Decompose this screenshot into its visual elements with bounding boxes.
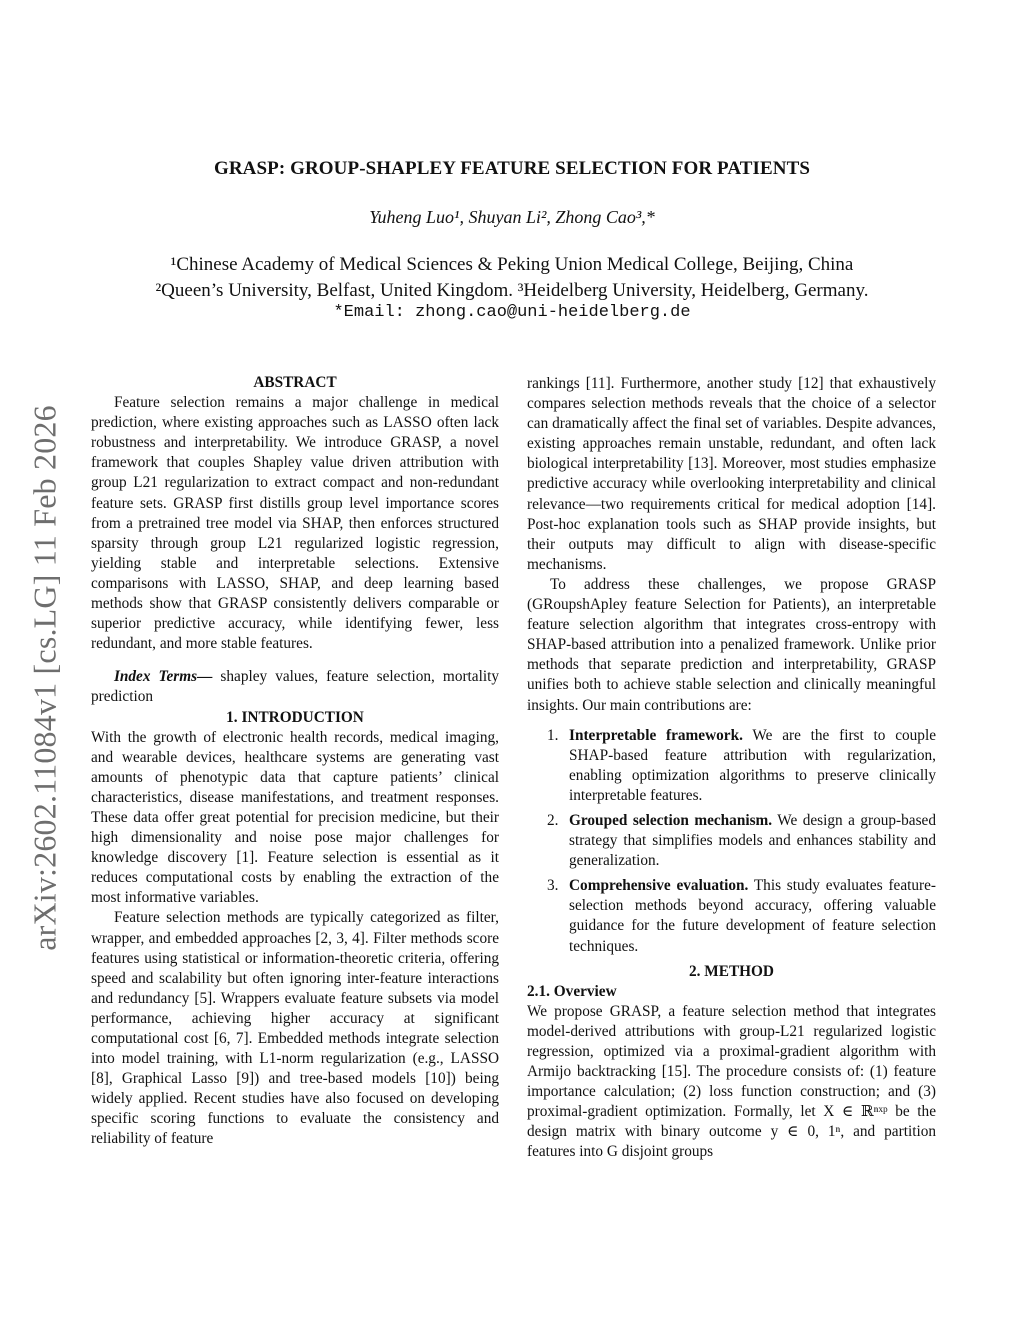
contribution-item: [527, 876, 936, 956]
paper-authors: Yuheng Luo¹, Shuyan Li², Zhong Cao³,*: [369, 207, 655, 227]
contribution-text: We design a group-based strategy that simplifies models and enhances stability and generalization.: [569, 811, 936, 870]
arxiv-identifier: arXiv:2602.11084v1 [cs.LG] 11 Feb 2026: [26, 405, 63, 951]
affiliation-1: ¹Chinese Academy of Medical Sciences & Peking Union Medical College, Beijing, China: [170, 254, 854, 275]
introduction-paragraph-2: Feature selection methods are typically categorized as filter, wrapper, and embedded approaches [2, 3, 4]. Filter methods score features using statistical or information-theoretic criteria, offering speed and scalability but often ignoring inter-feature interactions and redundancy [5]. Wrappers evaluate feature subsets via model performance, achieving higher accuracy at significant computational cost [6, 7]. Embedded methods integrate selection into model training, with L1-norm regularization (e.g., LASSO [8], Graphical Lasso [9]) and tree-based models [10]) being widely applied. Recent studies have also focused on developing specific scoring functions to evaluate the consistency and reliability of feature: [91, 909, 499, 1148]
contribution-number: 2.: [547, 811, 559, 829]
index-terms: [91, 667, 499, 707]
introduction-heading: 1. INTRODUCTION: [226, 708, 364, 726]
contribution-text: We are the first to couple SHAP-based feature attribution with regularization, enabling optimization algorithms to preserve clinically interpretable features.: [569, 726, 936, 804]
introduction-paragraph-1: With the growth of electronic health records, medical imaging, and wearable devices, healthcare systems are generating vast amounts of phenotypic data that capture patients’ clinical characteristics, disease manifestations, and treatment responses. These data offer great potential for precision medicine, but their high dimensionality and noise pose major challenges for knowledge discovery [1]. Feature selection is essential as it reduces computational costs by enabling the extraction of the most informative variables.: [91, 728, 499, 907]
method-paragraph-1: We propose GRASP, a feature selection method that integrates model-derived attributions with group-L21 regularized logistic regression, optimized via a proximal-gradient algorithm with Armijo backtracking [15]. The procedure consists of: (1) feature importance calculation; (2) loss function construction; and (3) proximal-gradient optimization. Formally, let X ∈ ℝⁿˣᵖ be the design matrix with binary outcome y ∈ 0, 1ⁿ, and partition features into G disjoint groups: [527, 1002, 936, 1161]
paper-title: GRASP: GROUP-SHAPLEY FEATURE SELECTION FOR PATIENTS: [213, 158, 811, 179]
introduction-paragraph-4: To address these challenges, we propose GRASP (GRoupshApley feature Selection for Patients), an interpretable feature selection algorithm that integrates cross-entropy with SHAP-based attribution into a penalized framework. Unlike prior methods that separate prediction and interpretability, GRASP unifies both to achieve stable selection and clinically meaningful insights. Our main contributions are:: [527, 575, 936, 714]
abstract-text: Feature selection remains a major challenge in medical prediction, where existing approaches such as LASSO often lack robustness and interpretability. We introduce GRASP, a novel framework that couples Shapley value driven attribution with group L21 regularization to extract compact and non-redundant feature sets. GRASP first distills group level importance scores from a pretrained tree model via SHAP, then enforces structured sparsity through group L21 regularized logistic regression, yielding stable and interpretable selections. Extensive comparisons with LASSO, SHAP, and deep learning based methods show that GRASP consistently delivers comparable or superior predictive accuracy, while identifying fewer, less redundant, and more stable features.: [91, 394, 499, 653]
arxiv-sidebar: [22, 368, 68, 988]
left-column: [91, 373, 499, 1150]
contribution-title: Grouped selection mechanism.: [569, 811, 773, 829]
introduction-paragraph-3: rankings [11]. Furthermore, another study [12] that exhaustively compares selection methods reveals that the choice of a selector can dramatically affect the final set of variables. Despite advances, existing approaches remain unstable, redundant, and often lack biological interpretability [13]. Moreover, most studies emphasize predictive accuracy while overlooking interpretability and clinical relevance—two requirements critical for medical adoption [14]. Post-hoc explanation tools such as SHAP provide insights, but their outputs may difficult to align with disease-specific mechanisms.: [527, 375, 936, 573]
contributions-list: [527, 726, 936, 957]
method-heading: 2. METHOD: [689, 962, 774, 980]
contribution-number: 1.: [547, 726, 559, 744]
contact-email: *Email: zhong.cao@uni-heidelberg.de: [333, 303, 691, 322]
overview-subheading: 2.1. Overview: [527, 982, 617, 1000]
contribution-title: Interpretable framework.: [569, 726, 743, 744]
contribution-item: [527, 811, 936, 871]
abstract-heading: ABSTRACT: [253, 374, 337, 391]
index-terms-text: shapley values, feature selection, mortality prediction: [91, 668, 499, 706]
contribution-item: [527, 726, 936, 806]
contribution-text: This study evaluates feature-selection methods beyond accuracy, offering valuable guidance for the future development of feature selection techniques.: [569, 877, 936, 955]
contribution-number: 3.: [547, 877, 559, 895]
affiliation-2: ²Queen’s University, Belfast, United Kingdom. ³Heidelberg University, Heidelberg, Germany.: [155, 280, 869, 301]
contribution-title: Comprehensive evaluation.: [569, 877, 749, 895]
right-column: [527, 374, 936, 1163]
index-terms-label: Index Terms—: [113, 668, 213, 686]
